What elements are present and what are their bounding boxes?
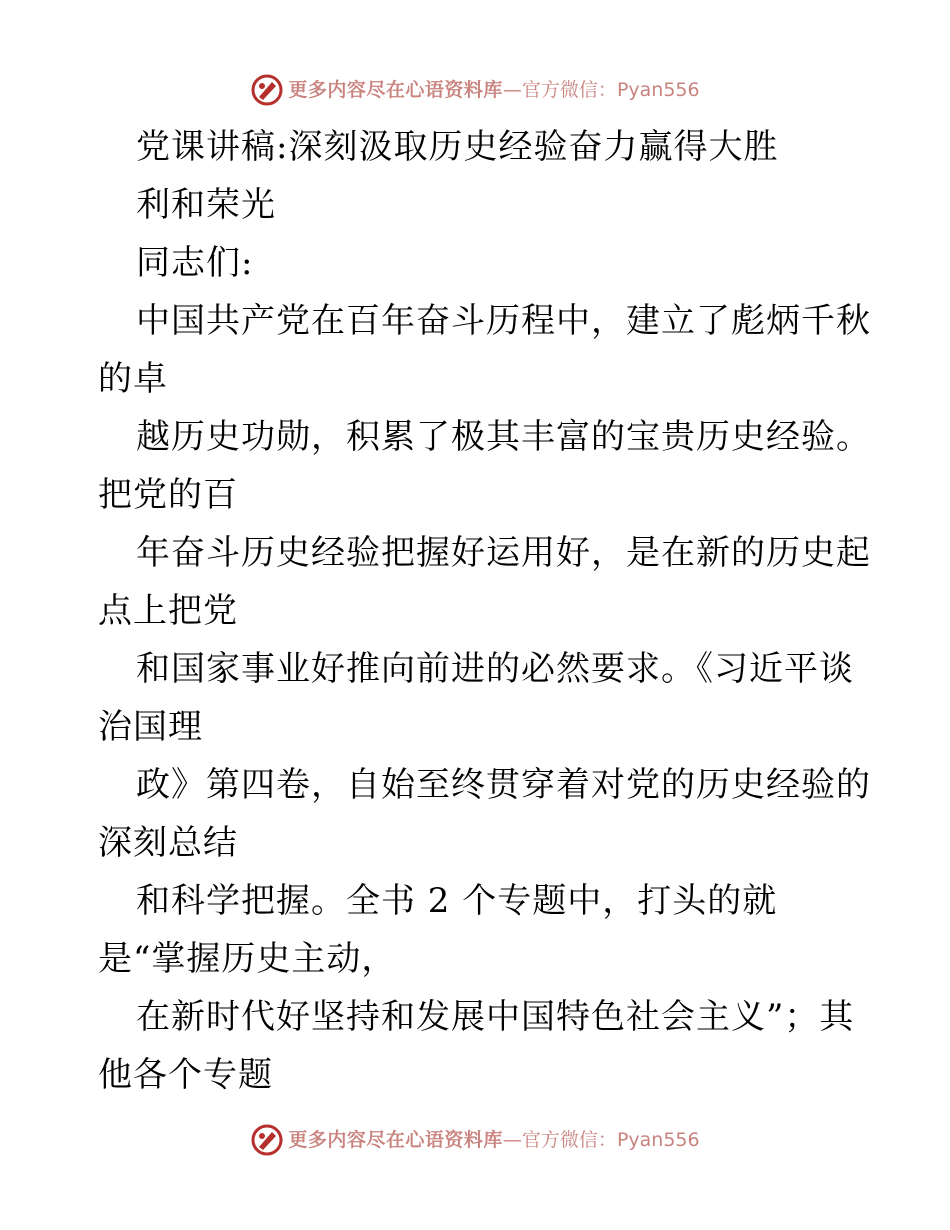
logo-icon (250, 73, 284, 107)
text-line: 他各个专题 (98, 1055, 273, 1095)
footer-banner (0, 1120, 950, 1160)
banner-wechat-id: Pyan556 (616, 1129, 700, 1151)
text-line: 和国家事业好推向前进的必然要求。《习近平谈 (136, 649, 854, 689)
banner-contact-label: 官方微信： (521, 1129, 617, 1151)
text-line: 把党的百 (98, 475, 238, 515)
text-line: 年奋斗历史经验把握好运用好，是在新的历史起 (136, 533, 871, 573)
text-line: 治国理 (98, 707, 203, 747)
text-line: 党课讲稿:深刻汲取历史经验奋力赢得大胜 (136, 127, 779, 167)
text-line: 越历史功勋，积累了极其丰富的宝贵历史经验。 (136, 417, 871, 457)
text-line: 和科学把握。全书 2 个专题中，打头的就 (136, 881, 778, 921)
text-line: 的卓 (98, 359, 168, 399)
header-banner (0, 70, 950, 110)
banner-contact-label: 官方微信： (521, 79, 617, 101)
banner-text: 更多内容尽在心语资料库 (288, 79, 503, 101)
banner-dash: — (502, 1129, 522, 1151)
document-body (98, 118, 871, 1104)
text-line: 深刻总结 (98, 823, 238, 863)
text-line: 同志们: (136, 243, 254, 283)
text-line: 点上把党 (98, 591, 238, 631)
text-line: 在新时代好坚持和发展中国特色社会主义”；其 (136, 997, 855, 1037)
text-line: 是“掌握历史主动， (98, 939, 397, 979)
logo-icon (250, 1123, 284, 1157)
text-line: 中国共产党在百年奋斗历程中，建立了彪炳千秋 (136, 301, 871, 341)
banner-dash: — (502, 79, 522, 101)
text-line: 利和荣光 (136, 185, 276, 225)
banner-wechat-id: Pyan556 (616, 79, 700, 101)
text-line: 政》第四卷，自始至终贯穿着对党的历史经验的 (136, 765, 871, 805)
banner-text: 更多内容尽在心语资料库 (288, 1129, 503, 1151)
